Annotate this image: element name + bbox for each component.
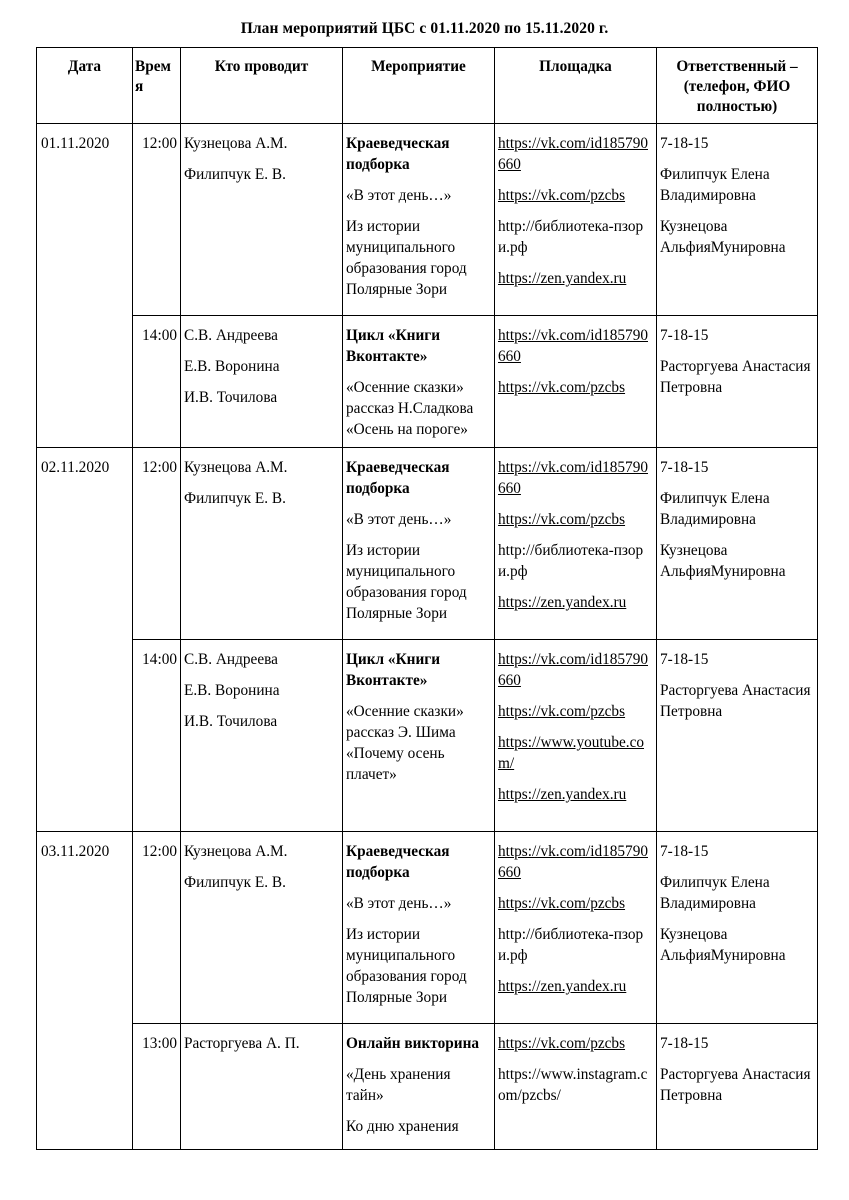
event-line: «В этот день…» bbox=[346, 511, 452, 528]
date-cell: 02.11.2020 bbox=[37, 448, 133, 832]
venue-link[interactable]: https://zen.yandex.ru bbox=[498, 594, 627, 611]
presenter-name: С.В. Андреева bbox=[184, 651, 278, 668]
presenter-name: Е.В. Воронина bbox=[184, 682, 280, 699]
venue-cell bbox=[495, 1024, 657, 1150]
who-cell bbox=[181, 640, 343, 832]
venue-text: http://библиотека-пзори.рф bbox=[498, 218, 644, 256]
venue-link[interactable]: https://vk.com/id185790660 bbox=[498, 327, 648, 365]
presenter-name: Расторгуева А. П. bbox=[184, 1035, 300, 1052]
table-row bbox=[37, 832, 818, 1024]
responsible-cell bbox=[657, 124, 818, 316]
venue-link[interactable]: https://vk.com/pzcbs bbox=[498, 895, 626, 912]
presenter-name: Кузнецова А.М. bbox=[184, 135, 288, 152]
table-row bbox=[37, 124, 818, 316]
event-cell bbox=[343, 448, 495, 640]
responsible-name: Кузнецова АльфияМунировна bbox=[660, 218, 786, 256]
phone-number: 7-18-15 bbox=[660, 1035, 709, 1052]
event-line: Из истории муниципального образования город Полярные Зори bbox=[346, 542, 467, 622]
responsible-name: Филипчук Елена Владимировна bbox=[660, 874, 770, 912]
responsible-name: Филипчук Елена Владимировна bbox=[660, 166, 770, 204]
responsible-cell bbox=[657, 316, 818, 448]
header-venue: Площадка bbox=[495, 48, 657, 124]
venue-link[interactable]: https://vk.com/pzcbs bbox=[498, 703, 626, 720]
event-title: Цикл «Книги Вконтакте» bbox=[346, 327, 441, 365]
responsible-cell bbox=[657, 1024, 818, 1150]
date-cell: 01.11.2020 bbox=[37, 124, 133, 448]
venue-cell bbox=[495, 316, 657, 448]
who-cell bbox=[181, 832, 343, 1024]
table-row bbox=[37, 1024, 818, 1150]
who-cell bbox=[181, 1024, 343, 1150]
responsible-name: Кузнецова АльфияМунировна bbox=[660, 542, 786, 580]
event-line: «В этот день…» bbox=[346, 187, 452, 204]
time-cell: 12:00 bbox=[133, 448, 181, 640]
venue-link[interactable]: https://zen.yandex.ru bbox=[498, 786, 627, 803]
event-cell bbox=[343, 1024, 495, 1150]
venue-link[interactable]: https://vk.com/pzcbs bbox=[498, 1035, 626, 1052]
responsible-cell bbox=[657, 448, 818, 640]
date-cell: 03.11.2020 bbox=[37, 832, 133, 1150]
events-table bbox=[36, 47, 818, 1150]
phone-number: 7-18-15 bbox=[660, 459, 709, 476]
responsible-name: Кузнецова АльфияМунировна bbox=[660, 926, 786, 964]
page-title: План мероприятий ЦБС с 01.11.2020 по 15.11.2020 г. bbox=[240, 20, 609, 37]
presenter-name: Филипчук Е. В. bbox=[184, 166, 286, 183]
event-line: «В этот день…» bbox=[346, 895, 452, 912]
event-line: «Осенние сказки» рассказ Э. Шима «Почему осень плачет» bbox=[346, 703, 464, 783]
venue-text: http://библиотека-пзори.рф bbox=[498, 926, 644, 964]
time-cell: 14:00 bbox=[133, 316, 181, 448]
phone-number: 7-18-15 bbox=[660, 327, 709, 344]
who-cell bbox=[181, 448, 343, 640]
presenter-name: И.В. Точилова bbox=[184, 389, 278, 406]
phone-number: 7-18-15 bbox=[660, 651, 709, 668]
responsible-name: Расторгуева Анастасия Петровна bbox=[660, 1066, 811, 1104]
phone-number: 7-18-15 bbox=[660, 135, 709, 152]
table-row bbox=[37, 640, 818, 832]
venue-link[interactable]: https://www.youtube.com/ bbox=[498, 734, 645, 772]
presenter-name: Кузнецова А.М. bbox=[184, 459, 288, 476]
who-cell bbox=[181, 316, 343, 448]
presenter-name: Кузнецова А.М. bbox=[184, 843, 288, 860]
venue-cell bbox=[495, 832, 657, 1024]
responsible-name: Расторгуева Анастасия Петровна bbox=[660, 682, 811, 720]
venue-link[interactable]: https://vk.com/id185790660 bbox=[498, 651, 648, 689]
venue-text: http://библиотека-пзори.рф bbox=[498, 542, 644, 580]
presenter-name: Филипчук Е. В. bbox=[184, 490, 286, 507]
header-row bbox=[37, 48, 818, 124]
venue-link[interactable]: https://vk.com/pzcbs bbox=[498, 187, 626, 204]
event-title: Краеведческая подборка bbox=[346, 459, 450, 497]
responsible-name: Расторгуева Анастасия Петровна bbox=[660, 358, 811, 396]
header-event: Мероприятие bbox=[343, 48, 495, 124]
responsible-cell bbox=[657, 832, 818, 1024]
venue-link[interactable]: https://vk.com/pzcbs bbox=[498, 379, 626, 396]
table-row bbox=[37, 316, 818, 448]
event-title: Краеведческая подборка bbox=[346, 843, 450, 881]
time-cell: 14:00 bbox=[133, 640, 181, 832]
presenter-name: Филипчук Е. В. bbox=[184, 874, 286, 891]
event-line: Ко дню хранения bbox=[346, 1118, 459, 1135]
presenter-name: С.В. Андреева bbox=[184, 327, 278, 344]
responsible-cell bbox=[657, 640, 818, 832]
table-row bbox=[37, 448, 818, 640]
event-line: Из истории муниципального образования город Полярные Зори bbox=[346, 218, 467, 298]
header-responsible: Ответственный – (телефон, ФИО полностью) bbox=[657, 48, 818, 124]
event-cell bbox=[343, 316, 495, 448]
header-date: Дата bbox=[37, 48, 133, 124]
time-cell: 12:00 bbox=[133, 124, 181, 316]
event-line: «Осенние сказки» рассказ Н.Сладкова «Осень на пороге» bbox=[346, 379, 474, 438]
venue-link[interactable]: https://vk.com/pzcbs bbox=[498, 511, 626, 528]
presenter-name: Е.В. Воронина bbox=[184, 358, 280, 375]
event-line: Из истории муниципального образования город Полярные Зори bbox=[346, 926, 467, 1006]
venue-link[interactable]: https://vk.com/id185790660 bbox=[498, 459, 648, 497]
event-cell bbox=[343, 640, 495, 832]
header-time: Время bbox=[133, 48, 181, 124]
header-who: Кто проводит bbox=[181, 48, 343, 124]
venue-text: https://www.instagram.com/pzcbs/ bbox=[498, 1066, 648, 1104]
venue-link[interactable]: https://vk.com/id185790660 bbox=[498, 843, 648, 881]
event-cell bbox=[343, 124, 495, 316]
venue-link[interactable]: https://zen.yandex.ru bbox=[498, 270, 627, 287]
event-title: Краеведческая подборка bbox=[346, 135, 450, 173]
phone-number: 7-18-15 bbox=[660, 843, 709, 860]
venue-link[interactable]: https://vk.com/id185790660 bbox=[498, 135, 648, 173]
venue-cell bbox=[495, 640, 657, 832]
event-title: Онлайн викторина bbox=[346, 1035, 480, 1052]
time-cell: 12:00 bbox=[133, 832, 181, 1024]
who-cell bbox=[181, 124, 343, 316]
event-line: «День хранения тайн» bbox=[346, 1066, 451, 1104]
presenter-name: И.В. Точилова bbox=[184, 713, 278, 730]
venue-link[interactable]: https://zen.yandex.ru bbox=[498, 978, 627, 995]
venue-cell bbox=[495, 448, 657, 640]
time-cell: 13:00 bbox=[133, 1024, 181, 1150]
event-title: Цикл «Книги Вконтакте» bbox=[346, 651, 441, 689]
event-cell bbox=[343, 832, 495, 1024]
responsible-name: Филипчук Елена Владимировна bbox=[660, 490, 770, 528]
venue-cell bbox=[495, 124, 657, 316]
